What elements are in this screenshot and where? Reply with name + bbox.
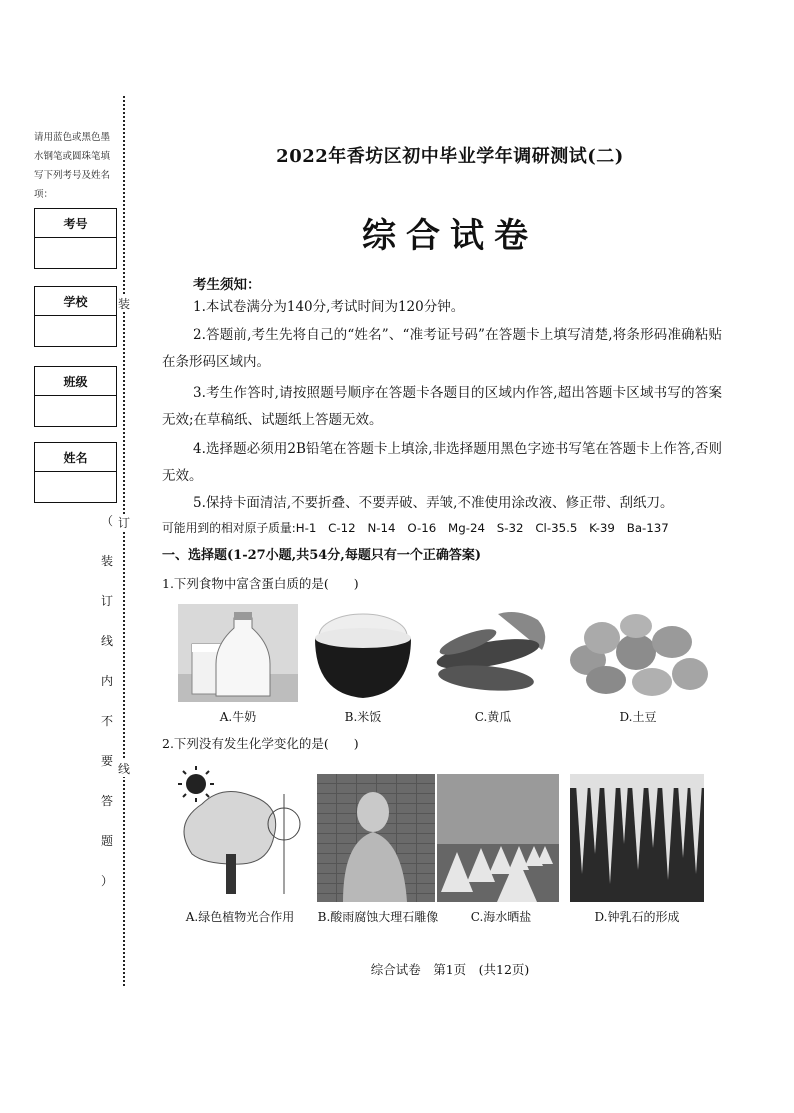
vertical-char: 订	[100, 594, 113, 608]
q1-option-d: D.土豆	[619, 710, 657, 724]
name-field[interactable]	[35, 472, 116, 502]
name-box	[34, 442, 117, 503]
notice-item-5: 5.保持卡面清洁,不要折叠、不要弄破、弄皱,不准使用涂改液、修正带、刮纸刀。	[193, 495, 674, 511]
statue-image	[317, 774, 435, 902]
vertical-char: 题	[100, 834, 113, 848]
q2-option-d: D.钟乳石的形成	[594, 910, 680, 924]
question-2-stem: 2.下列没有发生化学变化的是( )	[162, 736, 359, 751]
page-footer: 综合试卷 第1页 (共12页)	[370, 962, 530, 977]
atomic-masses: 可能用到的相对原子质量:H-1 C-12 N-14 O-16 Mg-24 S-32 Cl-35.5 K-39 Ba-137	[162, 521, 669, 535]
name-label: 姓名	[35, 443, 116, 472]
school-box	[34, 286, 117, 347]
notice-heading: 考生须知：	[193, 277, 261, 293]
vertical-char: 答	[100, 794, 113, 808]
vertical-char: 不	[100, 714, 113, 728]
q1-option-c: C.黄瓜	[474, 710, 512, 724]
question-1-stem: 1.下列食物中富含蛋白质的是( )	[162, 576, 359, 591]
notice-item-1: 1.本试卷满分为140分,考试时间为120分钟。	[193, 299, 465, 315]
notice-item-3: 3.考生作答时,请按照题号顺序在答题卡各题目的区域内作答,超出答题卡区域书写的答案无效;在草稿纸、试题纸上答题无效。	[162, 385, 722, 428]
notice-item-2: 2.答题前,考生先将自己的“姓名”、“准考证号码”在答题卡上填写清楚,将条形码准确粘贴在条形码区域内。	[162, 327, 722, 370]
q1-option-a: A.牛奶	[219, 710, 257, 724]
sea-salt-image	[437, 774, 559, 902]
milk-image	[178, 604, 298, 702]
vertical-char: 要	[100, 754, 113, 768]
vertical-char: 线	[100, 634, 113, 648]
bind-word-mid: 订	[117, 516, 130, 530]
vertical-char: ）	[100, 874, 113, 888]
vertical-char: 装	[100, 554, 113, 568]
q2-option-a: A.绿色植物光合作用	[185, 910, 295, 924]
class-field[interactable]	[35, 396, 116, 426]
vertical-char: （	[100, 514, 113, 528]
vertical-warning	[100, 514, 114, 914]
q1-option-b: B.米饭	[344, 710, 382, 724]
exam-number-box	[34, 208, 117, 269]
rice-image	[311, 604, 415, 702]
class-label: 班级	[35, 367, 116, 396]
q2-option-c: C.海水晒盐	[470, 910, 532, 924]
exam-number-label: 考号	[35, 209, 116, 238]
notice-item-4: 4.选择题必须用2B铅笔在答题卡上填涂,非选择题用黑色字迹书写笔在答题卡上作答,否则无效。	[162, 441, 722, 484]
cucumber-image	[428, 606, 558, 700]
potato-image	[566, 612, 710, 700]
photosynthesis-image	[172, 764, 312, 902]
exam-number-field[interactable]	[35, 238, 116, 268]
q2-option-b: B.酸雨腐蚀大理石雕像	[317, 910, 439, 924]
school-field[interactable]	[35, 316, 116, 346]
bind-word-bottom: 线	[117, 762, 130, 776]
exam-title: 2022年香坊区初中毕业学年调研测试(二)	[276, 146, 624, 167]
section-heading: 一、选择题(1-27小题,共54分,每题只有一个正确答案)	[162, 548, 481, 563]
binding-instructions: 请用蓝色或黑色墨水钢笔或圆珠笔填写下列考号及姓名项：	[34, 132, 111, 200]
class-box	[34, 366, 117, 427]
school-label: 学校	[35, 287, 116, 316]
bind-word-top: 装	[117, 297, 130, 311]
binding-dotted-line	[123, 96, 125, 986]
stalactite-image	[570, 774, 704, 902]
exam-subtitle: 综合试卷	[362, 216, 538, 256]
vertical-char: 内	[100, 674, 113, 688]
